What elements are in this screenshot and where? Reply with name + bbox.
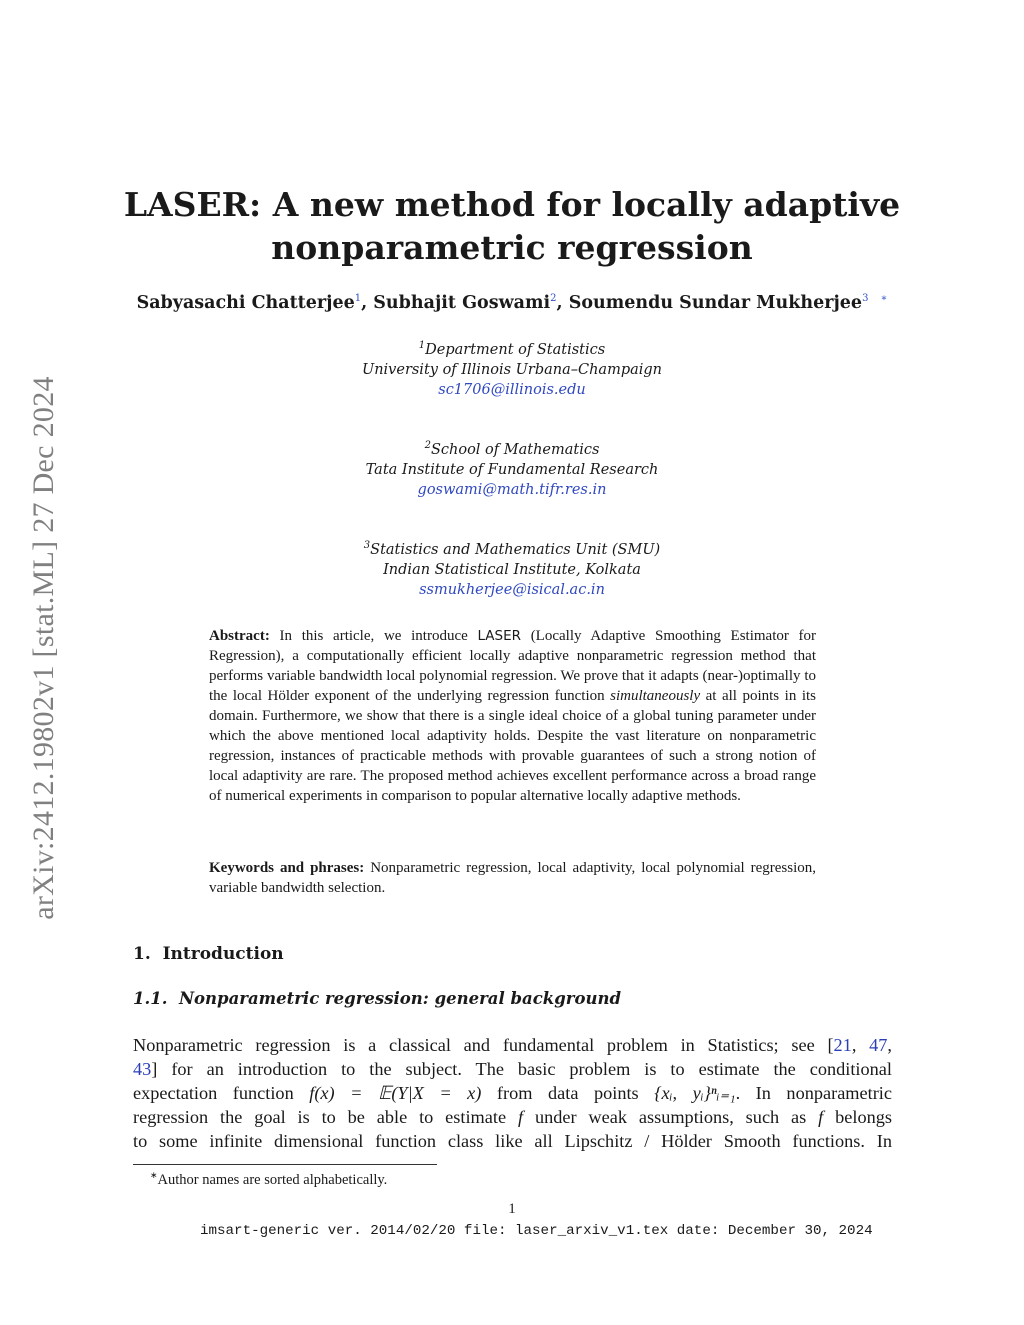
body-text-span: ] for an introduction to the subject. The basic problem is to estimate the conditional: [151, 1059, 892, 1079]
paper-title: [80, 183, 944, 269]
body-text-span: ,: [887, 1035, 892, 1055]
affiliation-1: [180, 336, 844, 400]
abstract-text-1: (Locally Adaptive Smoothing Estimator for Regression), a computationally efficient locally adaptive nonparametric regression method that performs variable bandwidth local polynomial regression. We prove that it adapts (near-)optimally to the local Hölder exponent of the underlying regression function: [209, 628, 817, 704]
affiliation-2: [180, 436, 844, 500]
citation-link[interactable]: 47: [869, 1035, 888, 1055]
section-number: 1.: [133, 944, 151, 964]
author-affil-mark[interactable]: 2: [550, 293, 557, 305]
math-expression: {xᵢ, yᵢ}ⁿᵢ₌₁: [654, 1083, 736, 1103]
footnote-mark: ∗: [150, 1170, 158, 1180]
affil-institution: University of Illinois Urbana–Champaign: [361, 361, 663, 378]
affil-dept: Department of Statistics: [425, 341, 606, 358]
footnote-text: Author names are sorted alphabetically.: [157, 1171, 388, 1188]
keywords-label: Keywords and phrases:: [209, 860, 365, 876]
body-text-span: belongs: [835, 1107, 893, 1127]
arxiv-identifier: arXiv:2412.19802v1 [stat.ML] 27 Dec 2024: [27, 376, 60, 920]
abstract: [209, 626, 816, 806]
affil-dept: Statistics and Mathematics Unit (SMU): [370, 541, 661, 558]
body-paragraph: [133, 1033, 892, 1153]
affil-mark: 1: [418, 340, 426, 351]
page-number: 1: [508, 1201, 516, 1217]
page-footer: imsart-generic ver. 2014/02/20 file: laser_arxiv_v1.tex date: December 30, 2024: [200, 1223, 873, 1239]
author-list: Sabyasachi Chatterjee$^1$, Subhajit Goswami$^2$, Soumendu Sundar Mukherjee$^3$ ∗: [136, 293, 888, 313]
body-text-span: ,: [851, 1035, 870, 1055]
math-expression: f: [517, 1107, 524, 1127]
body-text-span: Nonparametric regression is a classical and fundamental problem in Statistics; see [: [133, 1035, 834, 1055]
subsection-title: Nonparametric regression: general background: [178, 989, 621, 1008]
title-line-1: LASER: A new method for locally adaptive: [123, 185, 901, 224]
affil-institution: Indian Statistical Institute, Kolkata: [383, 561, 641, 578]
author-affil-mark[interactable]: 3: [862, 293, 869, 305]
footnote: [150, 1170, 387, 1189]
citation-link[interactable]: 43: [133, 1059, 152, 1079]
citation-link[interactable]: 21: [833, 1035, 852, 1055]
abstract-acronym: LASER: [477, 628, 521, 644]
affiliation-3: [180, 536, 844, 600]
body-text-span: expectation function: [133, 1083, 294, 1103]
affil-institution: Tata Institute of Fundamental Research: [365, 461, 659, 478]
arxiv-side-stamp: [0, 342, 90, 954]
body-line: to some infinite dimensional function class like all Lipschitz / Hölder Smooth functions. In: [133, 1131, 892, 1151]
abstract-label: Abstract:: [209, 628, 270, 644]
math-expression: f(x) = 𝔼(Y|X = x): [309, 1083, 482, 1103]
section-heading: [133, 944, 284, 964]
body-text-span: under weak assumptions, such as: [534, 1107, 807, 1127]
author-affil-mark[interactable]: 1: [354, 293, 362, 305]
affil-email-link[interactable]: goswami@math.tifr.res.in: [417, 481, 607, 498]
affil-email-link[interactable]: ssmukherjee@isical.ac.in: [419, 581, 605, 598]
affil-email-link[interactable]: sc1706@illinois.edu: [438, 381, 586, 398]
author-name: Sabyasachi Chatterjee: [136, 293, 355, 313]
affil-mark: 3: [363, 540, 371, 551]
abstract-emphasis: simultaneously: [610, 688, 701, 704]
subsection-number: 1.1.: [133, 989, 168, 1008]
body-line: [133, 1057, 892, 1081]
math-expression: f: [818, 1107, 824, 1127]
author-name: Subhajit Goswami: [373, 293, 551, 313]
body-text-span: from data points: [496, 1083, 639, 1103]
abstract-intro: In this article, we introduce: [279, 628, 468, 644]
author-footnote-mark[interactable]: ∗: [880, 293, 888, 305]
body-line: [133, 1105, 892, 1129]
body-text-span: . In nonparametric: [735, 1083, 893, 1103]
affil-dept: School of Mathematics: [430, 441, 600, 458]
section-title: Introduction: [162, 944, 284, 964]
body-line: [133, 1081, 892, 1105]
keywords: [209, 858, 816, 898]
keywords-text: Nonparametric regression, local adaptivity, local polynomial regression, variable bandwidth selection.: [209, 860, 817, 896]
title-line-2: nonparametric regression: [271, 228, 753, 267]
abstract-text-2: at all points in its domain. Furthermore, we show that there is a single ideal choice of a global tuning parameter under which the above mentioned local adaptivity holds. Despite the vast literature on nonparametric regression, instances of practicable methods with provable guarantees of such a strong notion of local adaptivity are rare. The proposed method achieves excellent performance across a broad range of numerical experiments in comparison to popular alternative locally adaptive methods.: [209, 688, 816, 804]
footnote-divider: [133, 1164, 437, 1165]
body-line: [133, 1033, 892, 1057]
body-text-span: regression the goal is to be able to estimate: [133, 1107, 507, 1127]
affil-mark: 2: [424, 440, 431, 451]
subsection-heading: [133, 989, 621, 1008]
author-name: Soumendu Sundar Mukherjee: [568, 293, 863, 313]
